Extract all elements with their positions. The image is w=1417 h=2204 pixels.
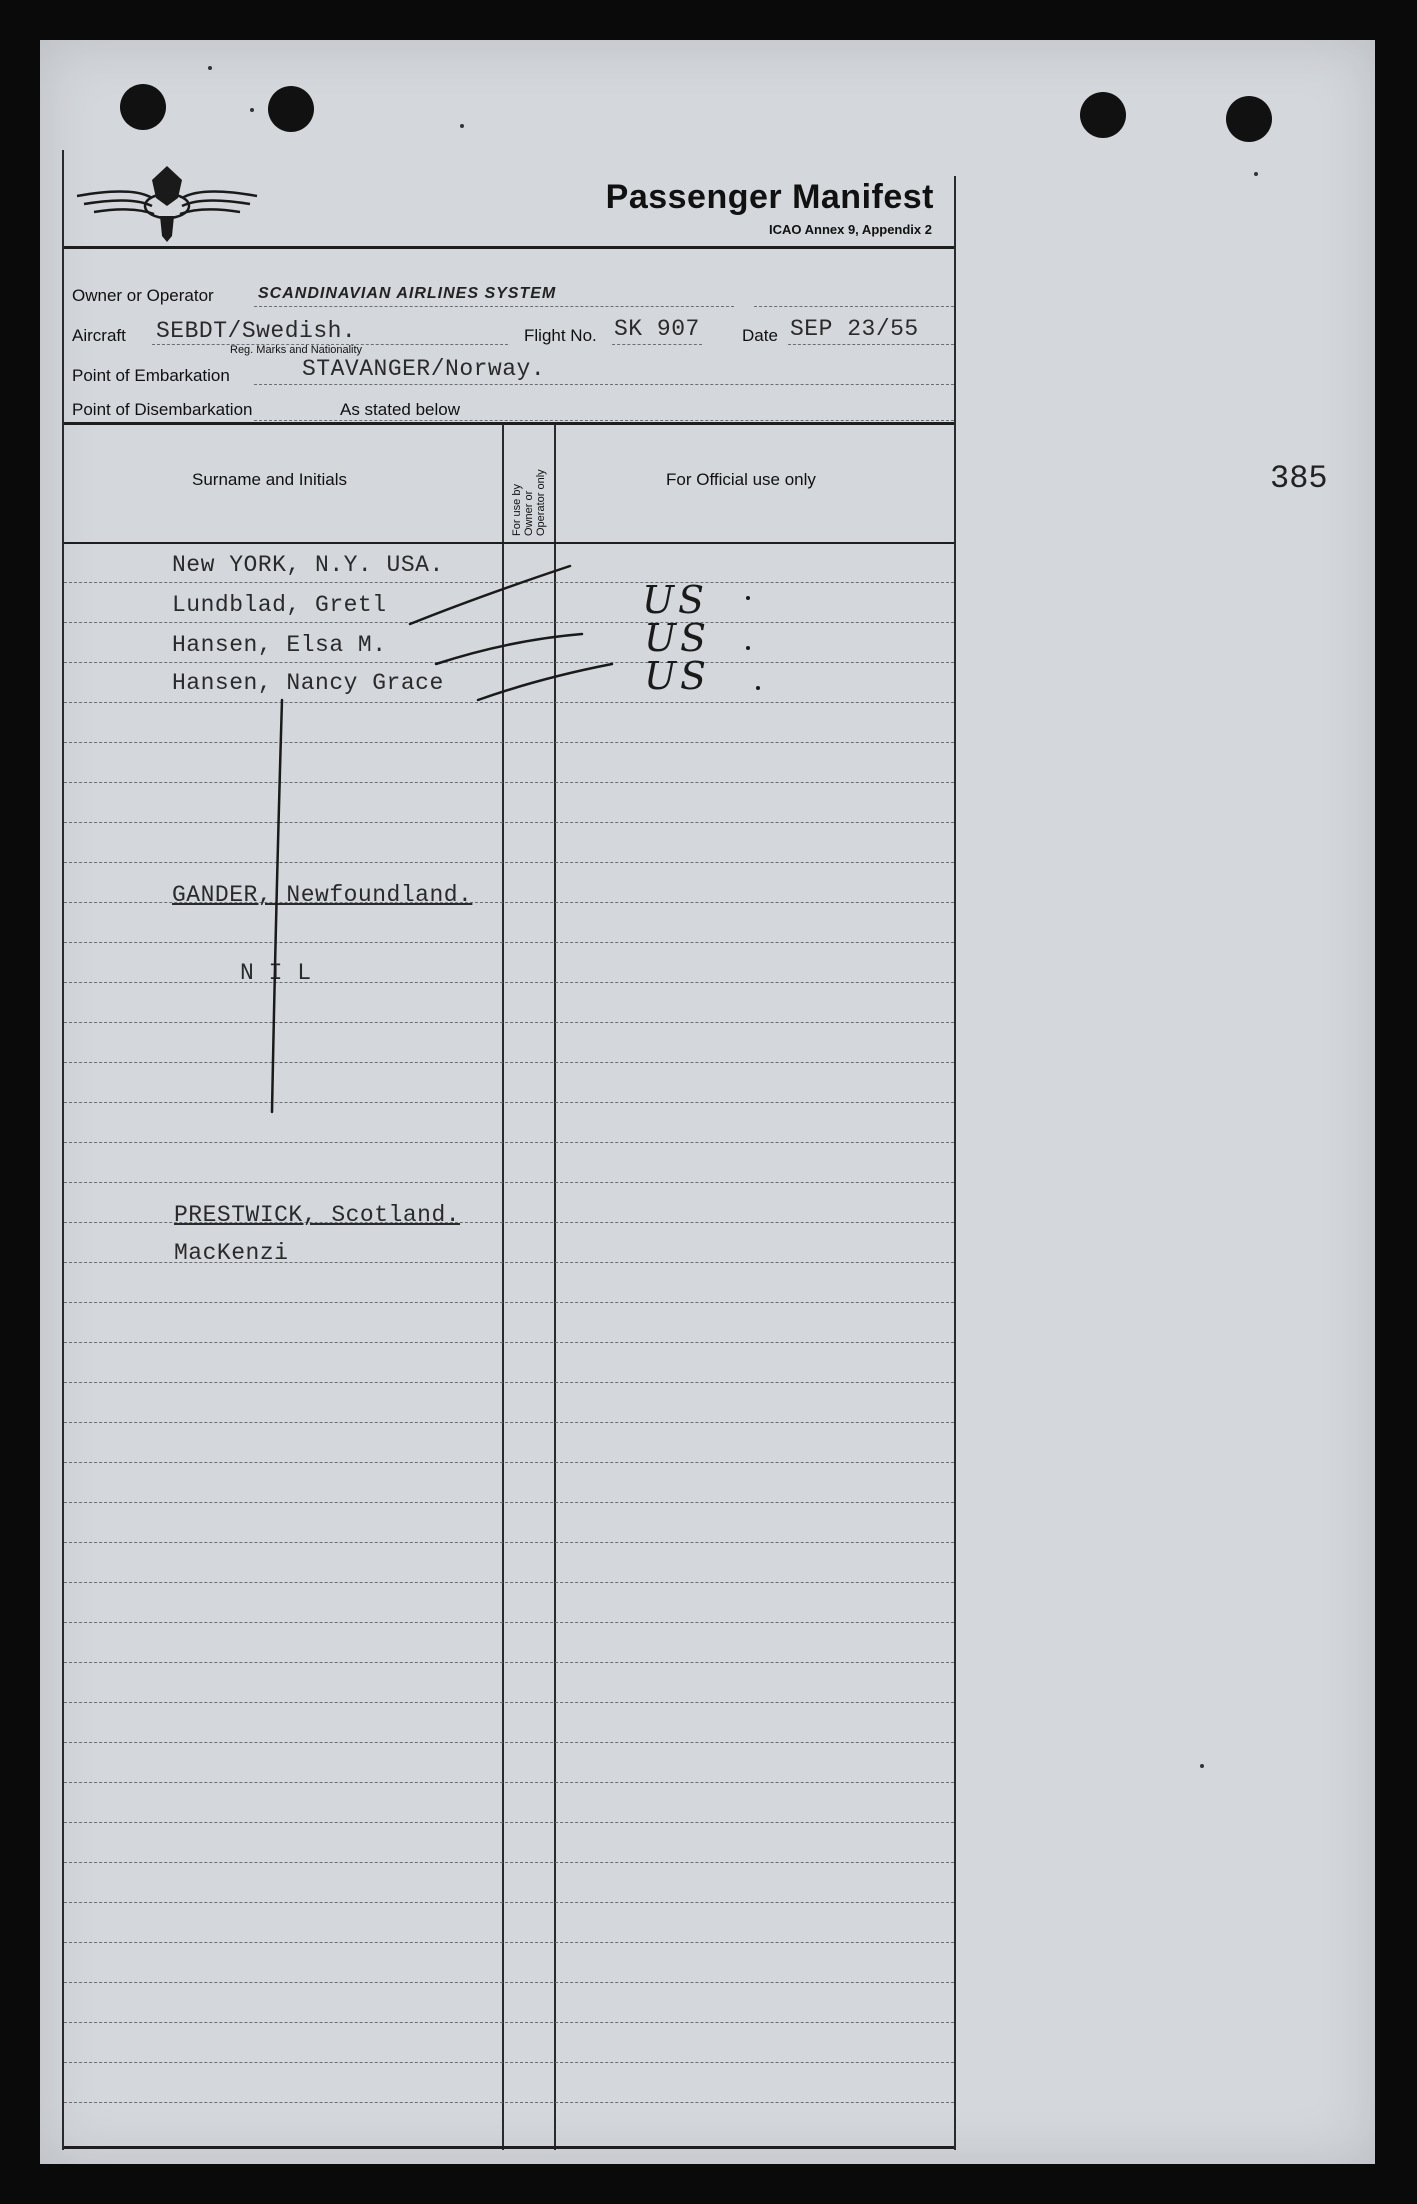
ruled-line xyxy=(64,2022,954,2023)
ruled-line xyxy=(64,1462,954,1463)
ruled-line xyxy=(64,1502,954,1503)
passenger-name: MacKenzi xyxy=(174,1240,289,1266)
ruled-line xyxy=(64,1582,954,1583)
punch-hole xyxy=(1080,92,1126,138)
ruled-line xyxy=(64,1302,954,1303)
speck xyxy=(1200,1764,1204,1768)
ruled-line xyxy=(64,982,954,983)
embark-value: STAVANGER/Norway. xyxy=(302,356,546,382)
form-subtitle: ICAO Annex 9, Appendix 2 xyxy=(768,222,932,237)
owner-label: Owner or Operator xyxy=(72,286,214,305)
aircraft-value: SEBDT/Swedish. xyxy=(156,318,357,344)
ruled-line xyxy=(64,1822,954,1823)
ruled-line xyxy=(64,702,954,703)
destination-gander: GANDER, Newfoundland. xyxy=(172,882,473,908)
column-divider xyxy=(554,424,556,2150)
aircraft-label: Aircraft xyxy=(72,326,126,345)
speck xyxy=(460,124,464,128)
form-title: Passenger Manifest xyxy=(605,178,934,216)
passenger-name: Hansen, Elsa M. xyxy=(172,632,387,658)
rule xyxy=(754,306,954,307)
column-divider xyxy=(502,424,504,2150)
date-value: SEP 23/55 xyxy=(790,316,919,342)
nil-entry: N I L xyxy=(240,960,312,986)
destination-new-york: New YORK, N.Y. USA. xyxy=(172,552,444,578)
ruled-line xyxy=(64,1862,954,1863)
ruled-line xyxy=(64,942,954,943)
ruled-line xyxy=(64,582,954,583)
ruled-line xyxy=(64,1422,954,1423)
page-number: 385 xyxy=(1270,460,1328,497)
rule xyxy=(64,542,954,544)
disembark-value: As stated below xyxy=(340,400,461,419)
ruled-line xyxy=(64,1102,954,1103)
ruled-line xyxy=(64,1182,954,1183)
ruled-line xyxy=(64,782,954,783)
embark-label: Point of Embarkation xyxy=(72,366,230,385)
rule xyxy=(64,246,954,249)
ruled-line xyxy=(64,1342,954,1343)
ruled-line xyxy=(64,1742,954,1743)
owner-value: SCANDINAVIAN AIRLINES SYSTEM xyxy=(258,285,557,302)
rule xyxy=(612,344,702,345)
flight-label: Flight No. xyxy=(524,326,597,345)
punch-hole xyxy=(268,86,314,132)
date-label: Date xyxy=(742,326,778,345)
speck xyxy=(208,66,212,70)
ruled-line xyxy=(64,862,954,863)
punch-hole xyxy=(1226,96,1272,142)
disembark-label: Point of Disembarkation xyxy=(72,400,253,419)
manifest-form xyxy=(62,150,954,2150)
ruled-line xyxy=(64,742,954,743)
official-mark: US xyxy=(642,578,709,622)
column-divider xyxy=(954,176,956,2150)
ruled-line xyxy=(64,822,954,823)
ruled-line xyxy=(64,1702,954,1703)
official-mark: US xyxy=(644,616,711,660)
ruled-line xyxy=(64,1062,954,1063)
ruled-line xyxy=(64,1142,954,1143)
passenger-name: Hansen, Nancy Grace xyxy=(172,670,444,696)
ruled-line xyxy=(64,1382,954,1383)
rule xyxy=(152,344,508,345)
ruled-line xyxy=(64,662,954,663)
passenger-name: Lundblad, Gretl xyxy=(172,592,387,618)
ruled-line xyxy=(64,1982,954,1983)
rule xyxy=(788,344,954,345)
column-header-surname: Surname and Initials xyxy=(192,470,347,489)
ruled-line xyxy=(64,1622,954,1623)
rule xyxy=(64,422,954,425)
airline-logo-icon xyxy=(72,158,262,248)
aircraft-sub-label: Reg. Marks and Nationality xyxy=(230,344,363,356)
ruled-line xyxy=(64,1022,954,1023)
ruled-line xyxy=(64,1942,954,1943)
speck xyxy=(1254,172,1258,176)
column-header-official: For Official use only xyxy=(666,470,816,489)
destination-prestwick: PRESTWICK, Scotland. xyxy=(174,1202,461,1228)
punch-hole xyxy=(120,84,166,130)
ruled-line xyxy=(64,1542,954,1543)
official-mark: US xyxy=(644,654,711,698)
ruled-line xyxy=(64,622,954,623)
column-header-owner-use: For use by Owner or Operator only xyxy=(511,469,547,536)
rule xyxy=(254,384,954,385)
ruled-line xyxy=(64,1662,954,1663)
rule xyxy=(254,420,954,421)
rule xyxy=(64,2146,954,2149)
ruled-line xyxy=(64,2062,954,2063)
flight-value: SK 907 xyxy=(614,316,700,342)
ruled-line xyxy=(64,1782,954,1783)
ruled-line xyxy=(64,2102,954,2103)
speck xyxy=(250,108,254,112)
rule xyxy=(254,306,734,307)
ruled-line xyxy=(64,1902,954,1903)
